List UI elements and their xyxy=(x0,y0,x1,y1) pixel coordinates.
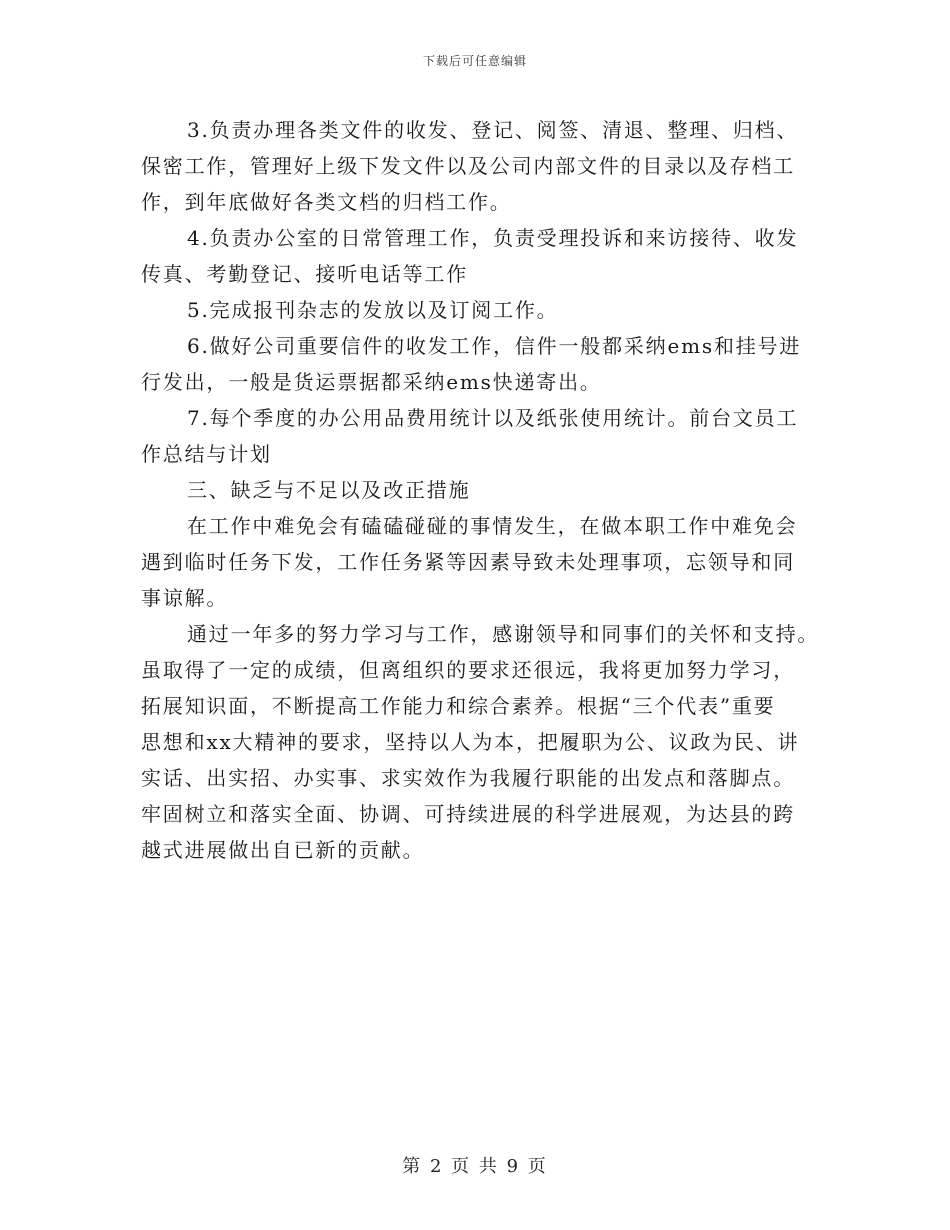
body-line: 实话、出实招、办实事、求实效作为我履行职能的出发点和落脚点。 xyxy=(141,766,795,790)
body-line: 4.负责办公室的日常管理工作，负责受理投诉和来访接待、收发 xyxy=(187,226,799,250)
body-line: 作，到年底做好各类文档的归档工作。 xyxy=(141,190,512,214)
page-header: 下载后可任意编辑 xyxy=(422,54,527,68)
body-line: 虽取得了一定的成绩，但离组织的要求还很远，我将更加努力学习， xyxy=(141,658,795,682)
body-line: 拓展知识面，不断提高工作能力和综合素养。根据“三个代表”重要 xyxy=(141,694,776,718)
body-line: 7.每个季度的办公用品费用统计以及纸张使用统计。前台文员工 xyxy=(187,406,799,430)
body-line: 在工作中难免会有磕磕碰碰的事情发生，在做本职工作中难免会 xyxy=(187,514,798,538)
body-line: 通过一年多的努力学习与工作，感谢领导和同事们的关怀和支持。 xyxy=(187,622,820,646)
body-line: 事谅解。 xyxy=(141,586,229,610)
body-line: 作总结与计划 xyxy=(141,442,272,466)
body-line: 思想和xx大精神的要求，坚持以人为本，把履职为公、议政为民、讲 xyxy=(141,730,800,754)
body-line: 传真、考勤登记、接听电话等工作 xyxy=(141,262,468,286)
body-line: 3.负责办理各类文件的收发、登记、阅签、清退、整理、归档、 xyxy=(187,118,799,142)
body-line: 6.做好公司重要信件的收发工作，信件一般都采纳ems和挂号进 xyxy=(187,334,802,358)
body-line: 行发出，一般是货运票据都采纳ems快递寄出。 xyxy=(141,370,602,394)
body-line: 越式进展做出自已新的贡献。 xyxy=(141,838,425,862)
page-footer: 第 2 页 共 9 页 xyxy=(402,1156,548,1177)
body-line: 5.完成报刊杂志的发放以及订阅工作。 xyxy=(187,298,559,322)
body-line: 遇到临时任务下发，工作任务紧等因素导致未处理事项，忘领导和同 xyxy=(141,550,795,574)
body-line: 保密工作，管理好上级下发文件以及公司内部文件的目录以及存档工 xyxy=(141,154,795,178)
section-heading: 三、缺乏与不足以及改正措施 xyxy=(187,478,471,502)
document-body xyxy=(141,112,820,868)
body-line: 牢固树立和落实全面、协调、可持续进展的科学进展观，为达县的跨 xyxy=(141,802,795,826)
